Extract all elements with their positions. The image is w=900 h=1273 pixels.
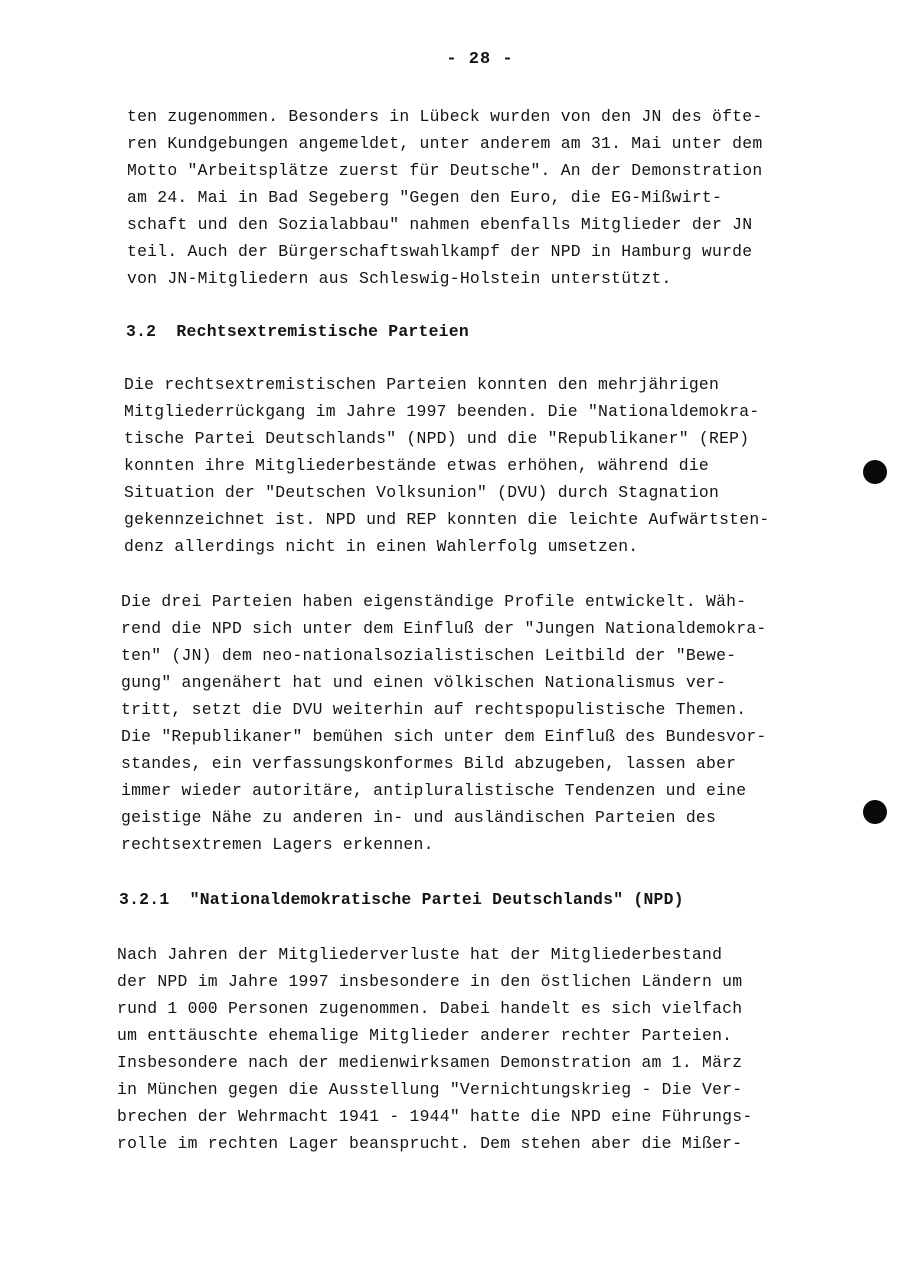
text-line: Die "Republikaner" bemühen sich unter dem Einfluß des Bundesvor- bbox=[121, 727, 767, 746]
text-line: rund 1 000 Personen zugenommen. Dabei handelt es sich vielfach bbox=[117, 999, 743, 1018]
text-line: Situation der "Deutschen Volksunion" (DVU) durch Stagnation bbox=[124, 483, 720, 502]
text-line: standes, ein verfassungskonformes Bild abzugeben, lassen aber bbox=[121, 754, 737, 773]
text-line: schaft und den Sozialabbau" nahmen ebenfalls Mitglieder der JN bbox=[127, 215, 753, 234]
text-line: rolle im rechten Lager beansprucht. Dem stehen aber die Mißer- bbox=[117, 1134, 743, 1153]
text-line: tische Partei Deutschlands" (NPD) und die "Republikaner" (REP) bbox=[124, 429, 750, 448]
page-number: - 28 - bbox=[446, 50, 514, 69]
text-line: Motto "Arbeitsplätze zuerst für Deutsche". An der Demonstration bbox=[127, 161, 763, 180]
text-line: gung" angenähert hat und einen völkischen Nationalismus ver- bbox=[121, 673, 727, 692]
text-line: ren Kundgebungen angemeldet, unter anderem am 31. Mai unter dem bbox=[127, 134, 763, 153]
text-line: geistige Nähe zu anderen in- und ausländischen Parteien des bbox=[121, 808, 717, 827]
text-line: Die drei Parteien haben eigenständige Profile entwickelt. Wäh- bbox=[121, 592, 747, 611]
heading-text: 3.2.1 "Nationaldemokratische Partei Deutschlands" (NPD) bbox=[119, 890, 684, 909]
text-line: rend die NPD sich unter dem Einfluß der "Jungen Nationaldemokra- bbox=[121, 619, 767, 638]
text-line: Insbesondere nach der medienwirksamen Demonstration am 1. März bbox=[117, 1053, 743, 1072]
text-line: rechtsextremen Lagers erkennen. bbox=[121, 835, 434, 854]
text-line: in München gegen die Ausstellung "Vernichtungskrieg - Die Ver- bbox=[117, 1080, 743, 1099]
punch-hole-mark bbox=[863, 460, 887, 484]
text-line: immer wieder autoritäre, antipluralistische Tendenzen und eine bbox=[121, 781, 747, 800]
text-line: Mitgliederrückgang im Jahre 1997 beenden. Die "Nationaldemokra- bbox=[124, 402, 760, 421]
text-line: teil. Auch der Bürgerschaftswahlkampf der NPD in Hamburg wurde bbox=[127, 242, 753, 261]
text-line: um enttäuschte ehemalige Mitglieder anderer rechter Parteien. bbox=[117, 1026, 733, 1045]
text-line: der NPD im Jahre 1997 insbesondere in den östlichen Ländern um bbox=[117, 972, 743, 991]
heading-text: 3.2 Rechtsextremistische Parteien bbox=[126, 322, 469, 341]
text-line: Nach Jahren der Mitgliederverluste hat der Mitgliederbestand bbox=[117, 945, 723, 964]
text-line: konnten ihre Mitgliederbestände etwas erhöhen, während die bbox=[124, 456, 709, 475]
text-line: von JN-Mitgliedern aus Schleswig-Holstein unterstützt. bbox=[127, 269, 672, 288]
text-line: denz allerdings nicht in einen Wahlerfolg umsetzen. bbox=[124, 537, 639, 556]
text-line: ten zugenommen. Besonders in Lübeck wurden von den JN des öfte- bbox=[127, 107, 763, 126]
text-line: Die rechtsextremistischen Parteien konnten den mehrjährigen bbox=[124, 375, 720, 394]
text-line: ten" (JN) dem neo-nationalsozialistischen Leitbild der "Bewe- bbox=[121, 646, 737, 665]
text-line: am 24. Mai in Bad Segeberg "Gegen den Euro, die EG-Mißwirt- bbox=[127, 188, 723, 207]
text-line: gekennzeichnet ist. NPD und REP konnten die leichte Aufwärtsten- bbox=[124, 510, 770, 529]
text-line: tritt, setzt die DVU weiterhin auf rechtspopulistische Themen. bbox=[121, 700, 747, 719]
punch-hole-mark bbox=[863, 800, 887, 824]
text-line: brechen der Wehrmacht 1941 - 1944" hatte die NPD eine Führungs- bbox=[117, 1107, 753, 1126]
